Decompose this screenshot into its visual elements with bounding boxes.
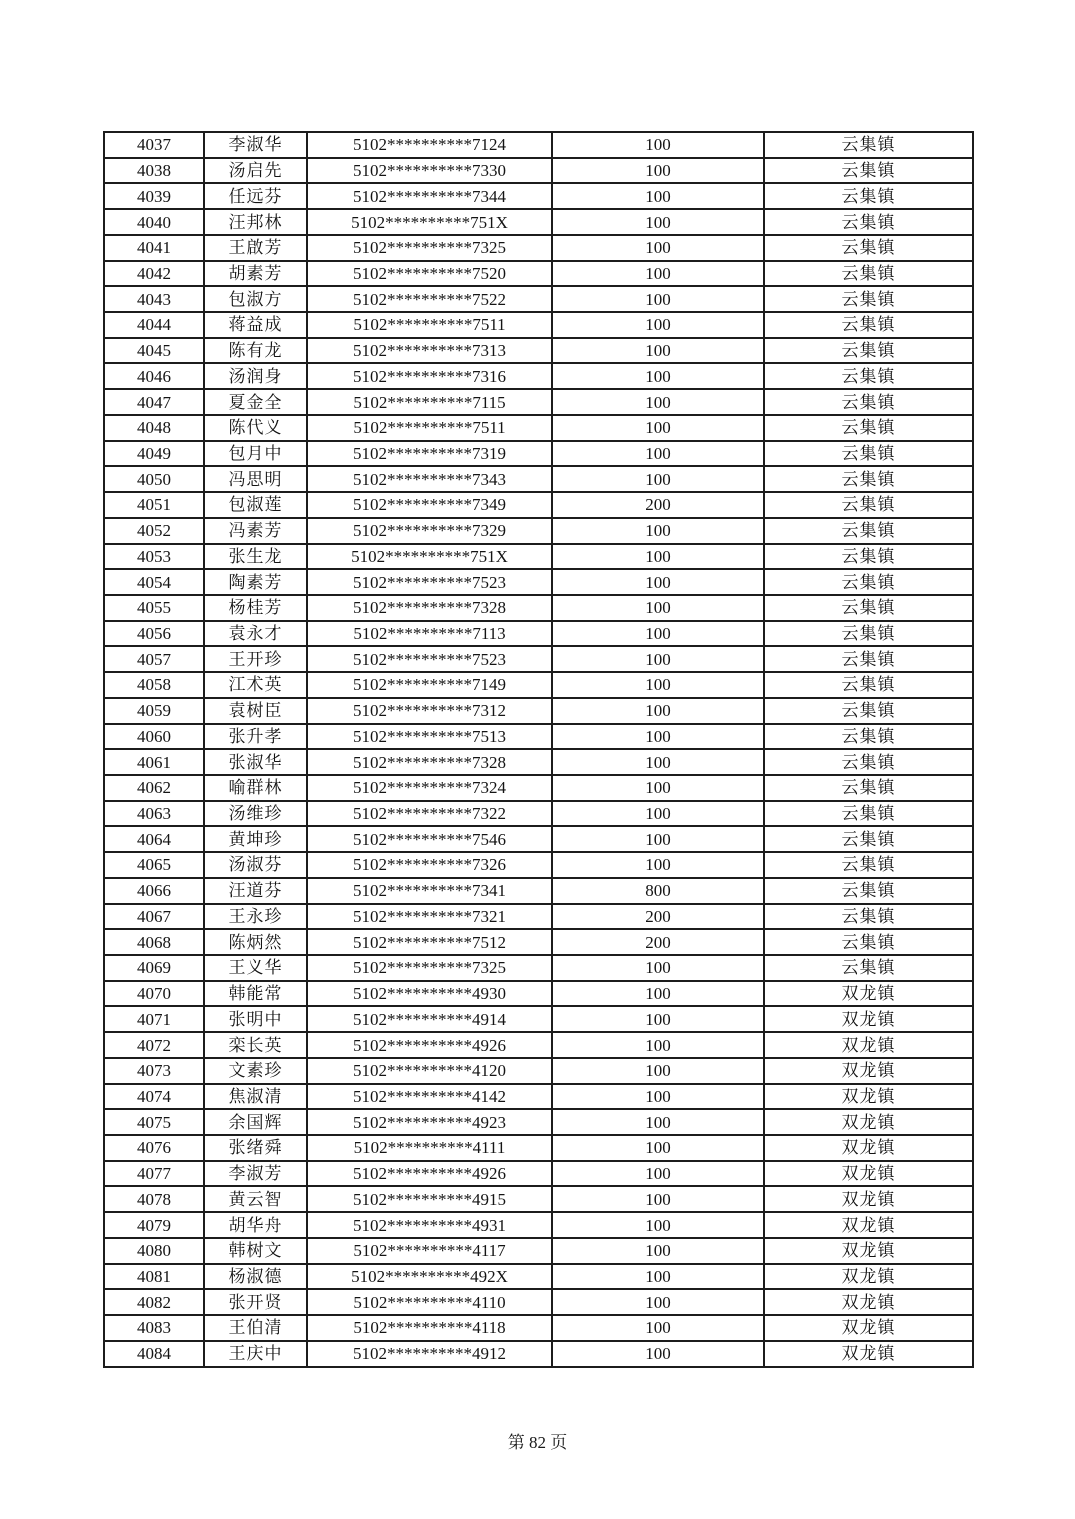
name-cell: 胡华舟 [204,1212,307,1238]
name-cell: 蒋益成 [204,312,307,338]
amount-cell: 100 [552,852,764,878]
name-cell: 包淑方 [204,286,307,312]
name-cell: 黄坤珍 [204,826,307,852]
table-row [104,801,973,827]
id-cell: 5102**********4926 [307,1032,552,1058]
id-cell: 5102**********7329 [307,518,552,544]
amount-cell: 100 [552,1212,764,1238]
amount-cell: 100 [552,698,764,724]
amount-cell: 100 [552,1084,764,1110]
amount-cell: 100 [552,826,764,852]
id-cell: 5102**********7113 [307,621,552,647]
amount-cell: 100 [552,955,764,981]
id-cell: 5102**********7326 [307,852,552,878]
table-row [104,826,973,852]
id-cell: 5102**********4915 [307,1186,552,1212]
town-cell: 双龙镇 [764,1238,973,1264]
roster-table [103,131,972,1368]
amount-cell: 100 [552,132,764,158]
town-cell: 云集镇 [764,852,973,878]
serial-cell: 4063 [104,801,204,827]
table-row [104,183,973,209]
amount-cell: 100 [552,1186,764,1212]
table-row [104,441,973,467]
serial-cell: 4067 [104,904,204,930]
amount-cell: 100 [552,261,764,287]
id-cell: 5102**********4111 [307,1135,552,1161]
table-row [104,904,973,930]
table-row [104,1032,973,1058]
town-cell: 双龙镇 [764,1161,973,1187]
id-cell: 5102**********4930 [307,981,552,1007]
serial-cell: 4066 [104,878,204,904]
id-cell: 5102**********4926 [307,1161,552,1187]
id-cell: 5102**********751X [307,209,552,235]
serial-cell: 4082 [104,1289,204,1315]
town-cell: 云集镇 [764,183,973,209]
table-row [104,621,973,647]
serial-cell: 4055 [104,595,204,621]
town-cell: 云集镇 [764,775,973,801]
id-cell: 5102**********7124 [307,132,552,158]
amount-cell: 800 [552,878,764,904]
serial-cell: 4068 [104,929,204,955]
town-cell: 云集镇 [764,132,973,158]
serial-cell: 4039 [104,183,204,209]
amount-cell: 100 [552,621,764,647]
serial-cell: 4080 [104,1238,204,1264]
amount-cell: 100 [552,363,764,389]
table-row [104,132,973,158]
town-cell: 云集镇 [764,209,973,235]
name-cell: 张生龙 [204,544,307,570]
town-cell: 双龙镇 [764,1212,973,1238]
serial-cell: 4052 [104,518,204,544]
amount-cell: 100 [552,1058,764,1084]
amount-cell: 100 [552,158,764,184]
id-cell: 5102**********7523 [307,569,552,595]
table-row [104,363,973,389]
name-cell: 李淑芳 [204,1161,307,1187]
town-cell: 云集镇 [764,826,973,852]
id-cell: 5102**********7330 [307,158,552,184]
id-cell: 5102**********7328 [307,749,552,775]
amount-cell: 100 [552,1135,764,1161]
serial-cell: 4043 [104,286,204,312]
town-cell: 双龙镇 [764,1264,973,1290]
table-row [104,312,973,338]
town-cell: 云集镇 [764,441,973,467]
table-row [104,852,973,878]
serial-cell: 4083 [104,1315,204,1341]
name-cell: 冯思明 [204,466,307,492]
serial-cell: 4073 [104,1058,204,1084]
serial-cell: 4070 [104,981,204,1007]
table-row [104,1315,973,1341]
serial-cell: 4077 [104,1161,204,1187]
serial-cell: 4069 [104,955,204,981]
name-cell: 汤维珍 [204,801,307,827]
table-row [104,338,973,364]
table-row [104,1006,973,1032]
amount-cell: 100 [552,338,764,364]
town-cell: 云集镇 [764,724,973,750]
name-cell: 文素珍 [204,1058,307,1084]
serial-cell: 4047 [104,389,204,415]
town-cell: 云集镇 [764,286,973,312]
name-cell: 汪道芬 [204,878,307,904]
serial-cell: 4057 [104,646,204,672]
table-row [104,955,973,981]
serial-cell: 4040 [104,209,204,235]
id-cell: 5102**********4923 [307,1109,552,1135]
town-cell: 云集镇 [764,492,973,518]
serial-cell: 4050 [104,466,204,492]
id-cell: 5102**********4931 [307,1212,552,1238]
id-cell: 5102**********7312 [307,698,552,724]
name-cell: 李淑华 [204,132,307,158]
serial-cell: 4072 [104,1032,204,1058]
table-row [104,595,973,621]
id-cell: 5102**********7319 [307,441,552,467]
amount-cell: 100 [552,441,764,467]
table-row [104,1058,973,1084]
amount-cell: 100 [552,1161,764,1187]
town-cell: 云集镇 [764,312,973,338]
amount-cell: 200 [552,929,764,955]
town-cell: 云集镇 [764,261,973,287]
town-cell: 双龙镇 [764,1289,973,1315]
town-cell: 云集镇 [764,749,973,775]
town-cell: 云集镇 [764,363,973,389]
table-row [104,1238,973,1264]
id-cell: 5102**********4142 [307,1084,552,1110]
town-cell: 双龙镇 [764,1109,973,1135]
serial-cell: 4065 [104,852,204,878]
id-cell: 5102**********7546 [307,826,552,852]
table-row [104,1264,973,1290]
name-cell: 江术英 [204,672,307,698]
table-row [104,646,973,672]
name-cell: 余国辉 [204,1109,307,1135]
town-cell: 云集镇 [764,235,973,261]
table-row [104,698,973,724]
table-row [104,235,973,261]
serial-cell: 4051 [104,492,204,518]
serial-cell: 4048 [104,415,204,441]
town-cell: 双龙镇 [764,1058,973,1084]
amount-cell: 100 [552,595,764,621]
serial-cell: 4038 [104,158,204,184]
town-cell: 云集镇 [764,158,973,184]
serial-cell: 4053 [104,544,204,570]
name-cell: 韩能常 [204,981,307,1007]
table-row [104,775,973,801]
id-cell: 5102**********7328 [307,595,552,621]
table-row [104,1084,973,1110]
name-cell: 黄云智 [204,1186,307,1212]
town-cell: 云集镇 [764,878,973,904]
serial-cell: 4081 [104,1264,204,1290]
amount-cell: 100 [552,183,764,209]
serial-cell: 4046 [104,363,204,389]
table-row [104,878,973,904]
roster-table-grid [103,131,974,1368]
name-cell: 袁永才 [204,621,307,647]
amount-cell: 100 [552,1289,764,1315]
table-row [104,158,973,184]
id-cell: 5102**********7523 [307,646,552,672]
town-cell: 双龙镇 [764,1006,973,1032]
id-cell: 5102**********7511 [307,415,552,441]
name-cell: 陶素芳 [204,569,307,595]
town-cell: 双龙镇 [764,1186,973,1212]
serial-cell: 4061 [104,749,204,775]
name-cell: 冯素芳 [204,518,307,544]
serial-cell: 4078 [104,1186,204,1212]
id-cell: 5102**********4118 [307,1315,552,1341]
name-cell: 陈有龙 [204,338,307,364]
amount-cell: 100 [552,415,764,441]
serial-cell: 4075 [104,1109,204,1135]
id-cell: 5102**********7325 [307,955,552,981]
town-cell: 云集镇 [764,569,973,595]
amount-cell: 100 [552,286,764,312]
serial-cell: 4044 [104,312,204,338]
serial-cell: 4058 [104,672,204,698]
id-cell: 5102**********751X [307,544,552,570]
amount-cell: 100 [552,981,764,1007]
page-number: 第 82 页 [507,1433,568,1452]
name-cell: 陈炳然 [204,929,307,955]
table-row [104,518,973,544]
amount-cell: 100 [552,209,764,235]
id-cell: 5102**********7321 [307,904,552,930]
amount-cell: 100 [552,1315,764,1341]
table-row [104,492,973,518]
serial-cell: 4056 [104,621,204,647]
name-cell: 喻群林 [204,775,307,801]
table-row [104,209,973,235]
amount-cell: 100 [552,1341,764,1367]
table-row [104,981,973,1007]
serial-cell: 4071 [104,1006,204,1032]
amount-cell: 100 [552,1238,764,1264]
name-cell: 杨桂芳 [204,595,307,621]
amount-cell: 100 [552,646,764,672]
table-row [104,1341,973,1367]
serial-cell: 4037 [104,132,204,158]
name-cell: 栾长英 [204,1032,307,1058]
name-cell: 胡素芳 [204,261,307,287]
amount-cell: 100 [552,235,764,261]
id-cell: 5102**********7316 [307,363,552,389]
table-row [104,1289,973,1315]
table-body [104,132,973,1367]
id-cell: 5102**********7115 [307,389,552,415]
name-cell: 王伯清 [204,1315,307,1341]
town-cell: 云集镇 [764,955,973,981]
name-cell: 王啟芳 [204,235,307,261]
serial-cell: 4041 [104,235,204,261]
id-cell: 5102**********4120 [307,1058,552,1084]
amount-cell: 100 [552,1032,764,1058]
name-cell: 杨淑德 [204,1264,307,1290]
town-cell: 云集镇 [764,466,973,492]
name-cell: 张升孝 [204,724,307,750]
name-cell: 王庆中 [204,1341,307,1367]
town-cell: 云集镇 [764,904,973,930]
id-cell: 5102**********7513 [307,724,552,750]
table-row [104,1135,973,1161]
town-cell: 双龙镇 [764,1315,973,1341]
serial-cell: 4084 [104,1341,204,1367]
id-cell: 5102**********7325 [307,235,552,261]
town-cell: 云集镇 [764,646,973,672]
id-cell: 5102**********4914 [307,1006,552,1032]
id-cell: 5102**********4117 [307,1238,552,1264]
serial-cell: 4054 [104,569,204,595]
name-cell: 王义华 [204,955,307,981]
name-cell: 陈代义 [204,415,307,441]
serial-cell: 4074 [104,1084,204,1110]
amount-cell: 100 [552,1264,764,1290]
town-cell: 云集镇 [764,415,973,441]
town-cell: 云集镇 [764,698,973,724]
serial-cell: 4059 [104,698,204,724]
town-cell: 云集镇 [764,595,973,621]
id-cell: 5102**********7344 [307,183,552,209]
town-cell: 双龙镇 [764,1084,973,1110]
town-cell: 云集镇 [764,338,973,364]
serial-cell: 4060 [104,724,204,750]
table-row [104,929,973,955]
id-cell: 5102**********7343 [307,466,552,492]
name-cell: 任远芬 [204,183,307,209]
amount-cell: 100 [552,775,764,801]
name-cell: 张明中 [204,1006,307,1032]
name-cell: 汪邦林 [204,209,307,235]
id-cell: 5102**********7349 [307,492,552,518]
table-row [104,749,973,775]
id-cell: 5102**********7322 [307,801,552,827]
town-cell: 云集镇 [764,389,973,415]
name-cell: 袁树臣 [204,698,307,724]
amount-cell: 100 [552,389,764,415]
id-cell: 5102**********7512 [307,929,552,955]
serial-cell: 4062 [104,775,204,801]
town-cell: 云集镇 [764,518,973,544]
name-cell: 张淑华 [204,749,307,775]
serial-cell: 4045 [104,338,204,364]
id-cell: 5102**********7313 [307,338,552,364]
name-cell: 包淑莲 [204,492,307,518]
amount-cell: 100 [552,569,764,595]
table-row [104,286,973,312]
table-row [104,389,973,415]
town-cell: 双龙镇 [764,1135,973,1161]
town-cell: 云集镇 [764,801,973,827]
table-row [104,1161,973,1187]
id-cell: 5102**********7341 [307,878,552,904]
serial-cell: 4076 [104,1135,204,1161]
name-cell: 王开珍 [204,646,307,672]
table-row [104,544,973,570]
amount-cell: 100 [552,1109,764,1135]
table-row [104,261,973,287]
id-cell: 5102**********7149 [307,672,552,698]
town-cell: 云集镇 [764,929,973,955]
table-row [104,1109,973,1135]
name-cell: 包月中 [204,441,307,467]
id-cell: 5102**********7511 [307,312,552,338]
amount-cell: 100 [552,518,764,544]
amount-cell: 100 [552,749,764,775]
name-cell: 张开贤 [204,1289,307,1315]
serial-cell: 4049 [104,441,204,467]
amount-cell: 100 [552,672,764,698]
amount-cell: 100 [552,466,764,492]
id-cell: 5102**********4110 [307,1289,552,1315]
id-cell: 5102**********7522 [307,286,552,312]
amount-cell: 100 [552,544,764,570]
town-cell: 云集镇 [764,621,973,647]
town-cell: 双龙镇 [764,1341,973,1367]
name-cell: 夏金全 [204,389,307,415]
id-cell: 5102**********7324 [307,775,552,801]
town-cell: 双龙镇 [764,981,973,1007]
table-row [104,415,973,441]
amount-cell: 200 [552,492,764,518]
name-cell: 汤启先 [204,158,307,184]
table-row [104,1186,973,1212]
serial-cell: 4042 [104,261,204,287]
name-cell: 汤润身 [204,363,307,389]
table-row [104,672,973,698]
town-cell: 云集镇 [764,672,973,698]
serial-cell: 4079 [104,1212,204,1238]
name-cell: 汤淑芬 [204,852,307,878]
town-cell: 云集镇 [764,544,973,570]
amount-cell: 100 [552,724,764,750]
amount-cell: 100 [552,801,764,827]
name-cell: 韩树文 [204,1238,307,1264]
amount-cell: 100 [552,1006,764,1032]
serial-cell: 4064 [104,826,204,852]
amount-cell: 200 [552,904,764,930]
table-row [104,1212,973,1238]
name-cell: 王永珍 [204,904,307,930]
id-cell: 5102**********7520 [307,261,552,287]
amount-cell: 100 [552,312,764,338]
id-cell: 5102**********4912 [307,1341,552,1367]
name-cell: 焦淑清 [204,1084,307,1110]
table-row [104,569,973,595]
table-row [104,466,973,492]
id-cell: 5102**********492X [307,1264,552,1290]
town-cell: 双龙镇 [764,1032,973,1058]
table-row [104,724,973,750]
name-cell: 张绪舜 [204,1135,307,1161]
